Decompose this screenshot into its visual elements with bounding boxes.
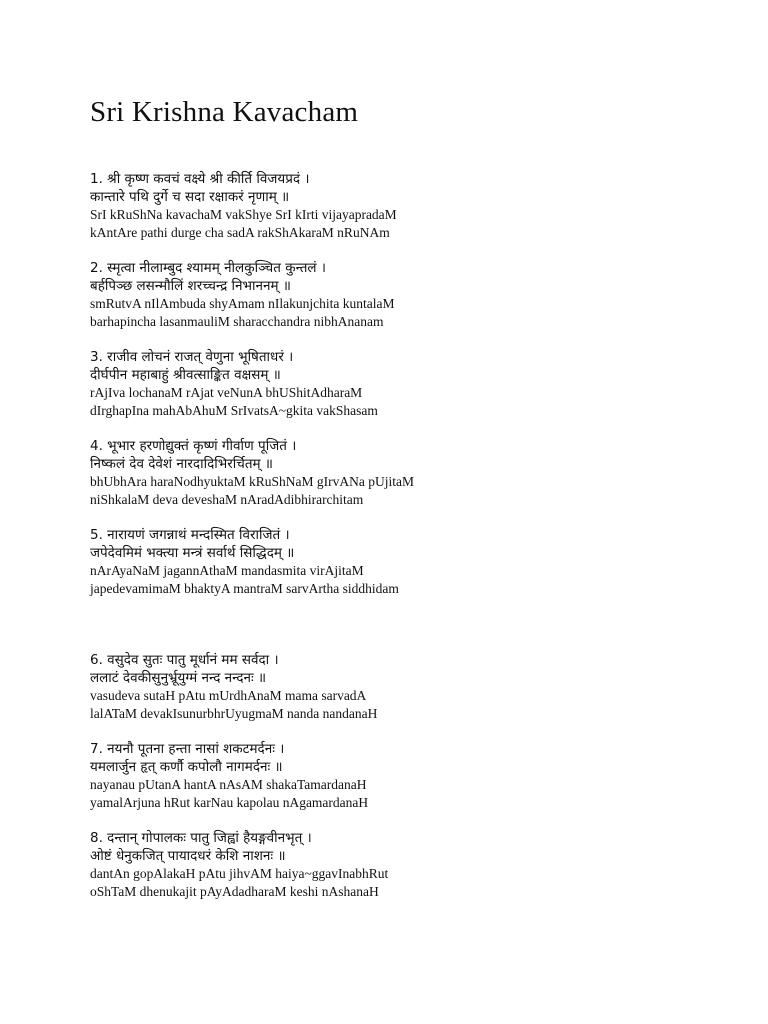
verse-4 [90,437,730,509]
verse-transliteration-line-1: SrI kRuShNa kavachaM vakShye SrI kIrti vijayapradaM [90,207,397,222]
verse-transliteration-line-2: barhapincha lasanmauliM sharacchandra nibhAnanam [90,314,384,329]
verse-devanagari-line-1: 8. दन्तान् गोपालकः पातु जिह्वां हैयङ्गवीनभृत् । [90,830,312,846]
verse-devanagari-line-1: 4. भूभार हरणोद्युक्तं कृष्णं गीर्वाण पूजितं । [90,438,297,454]
verse-devanagari-line-2: यमलार्जुन हृत् कर्णौ कपोलौ नागमर्दनः ॥ [90,759,283,775]
verse-devanagari-line-2: बर्हपिञ्छ लसन्मौलिं शरच्चन्द्र निभाननम् ॥ [90,278,291,294]
verse-6 [90,651,730,723]
document-page [90,94,730,918]
verse-devanagari-line-1: 5. नारायणं जगन्नाथं मन्दस्मित विराजितं । [90,527,290,543]
verse-devanagari-line-2: जपेदेवमिमं भक्त्या मन्त्रं सर्वार्थ सिद्धिदम् ॥ [90,545,295,561]
verse-transliteration-line-1: rAjIva lochanaM rAjat veNunA bhUShitAdharaM [90,385,363,400]
verse-transliteration-line-2: oShTaM dhenukajit pAyAdadharaM keshi nAshanaH [90,884,379,899]
verse-devanagari-line-2: दीर्घपीन महाबाहुं श्रीवत्साङ्कित वक्षसम् ॥ [90,367,281,383]
verse-transliteration-line-2: kAntAre pathi durge cha sadA rakShAkaraM nRuNAm [90,225,390,240]
verse-transliteration-line-1: dantAn gopAlakaH pAtu jihvAM haiya~ggavInabhRut [90,866,389,881]
verse-transliteration-line-1: nArAyaNaM jagannAthaM mandasmita virAjitaM [90,563,364,578]
page-title: Sri Krishna Kavacham [90,96,359,128]
verse-7 [90,740,730,812]
verse-transliteration-line-1: bhUbhAra haraNodhyuktaM kRuShNaM gIrvANa pUjitaM [90,474,414,489]
verse-transliteration-line-2: lalATaM devakIsunurbhrUyugmaM nanda nandanaH [90,706,378,721]
verse-5 [90,526,730,598]
verse-transliteration-line-1: vasudeva sutaH pAtu mUrdhAnaM mama sarvadA [90,688,367,703]
verse-8 [90,829,730,901]
verse-transliteration-line-2: japedevamimaM bhaktyA mantraM sarvArtha siddhidam [90,581,399,596]
verse-devanagari-line-2: ललाटं देवकीसुनुर्भ्रूयुग्मं नन्द नन्दनः ॥ [90,670,267,686]
verse-transliteration-line-2: dIrghapIna mahAbAhuM SrIvatsA~gkita vakShasam [90,403,378,418]
verse-devanagari-line-1: 2. स्मृत्वा नीलाम्बुद श्यामम् नीलकुञ्चित कुन्तलं । [90,260,326,276]
verse-transliteration-line-2: niShkalaM deva deveshaM nAradAdibhirarchitam [90,492,364,507]
verse-devanagari-line-1: 6. वसुदेव सुतः पातु मूर्धानं मम सर्वदा । [90,652,279,668]
verse-transliteration-line-1: nayanau pUtanA hantA nAsAM shakaTamardanaH [90,777,367,792]
verse-devanagari-line-2: निष्कलं देव देवेशं नारदादिभिरर्चितम् ॥ [90,456,273,472]
verse-transliteration-line-2: yamalArjuna hRut karNau kapolau nAgamardanaH [90,795,369,810]
verse-1 [90,170,730,242]
verse-devanagari-line-1: 3. राजीव लोचनं राजत् वेणुना भूषिताधरं । [90,349,294,365]
verse-devanagari-line-2: कान्तारे पथि दुर्गे च सदा रक्षाकरं नृणाम् ॥ [90,189,290,205]
verse-2 [90,259,730,331]
verse-devanagari-line-1: 7. नयनौ पूतना हन्ता नासां शकटमर्दनः । [90,741,285,757]
verse-devanagari-line-1: 1. श्री कृष्ण कवचं वक्ष्ये श्री कीर्ति विजयप्रदं । [90,171,310,187]
verse-3 [90,348,730,420]
verse-devanagari-line-2: ओष्टं धेनुकजित् पायादधरं केशि नाशनः ॥ [90,848,286,864]
verse-transliteration-line-1: smRutvA nIlAmbuda shyAmam nIlakunjchita kuntalaM [90,296,395,311]
